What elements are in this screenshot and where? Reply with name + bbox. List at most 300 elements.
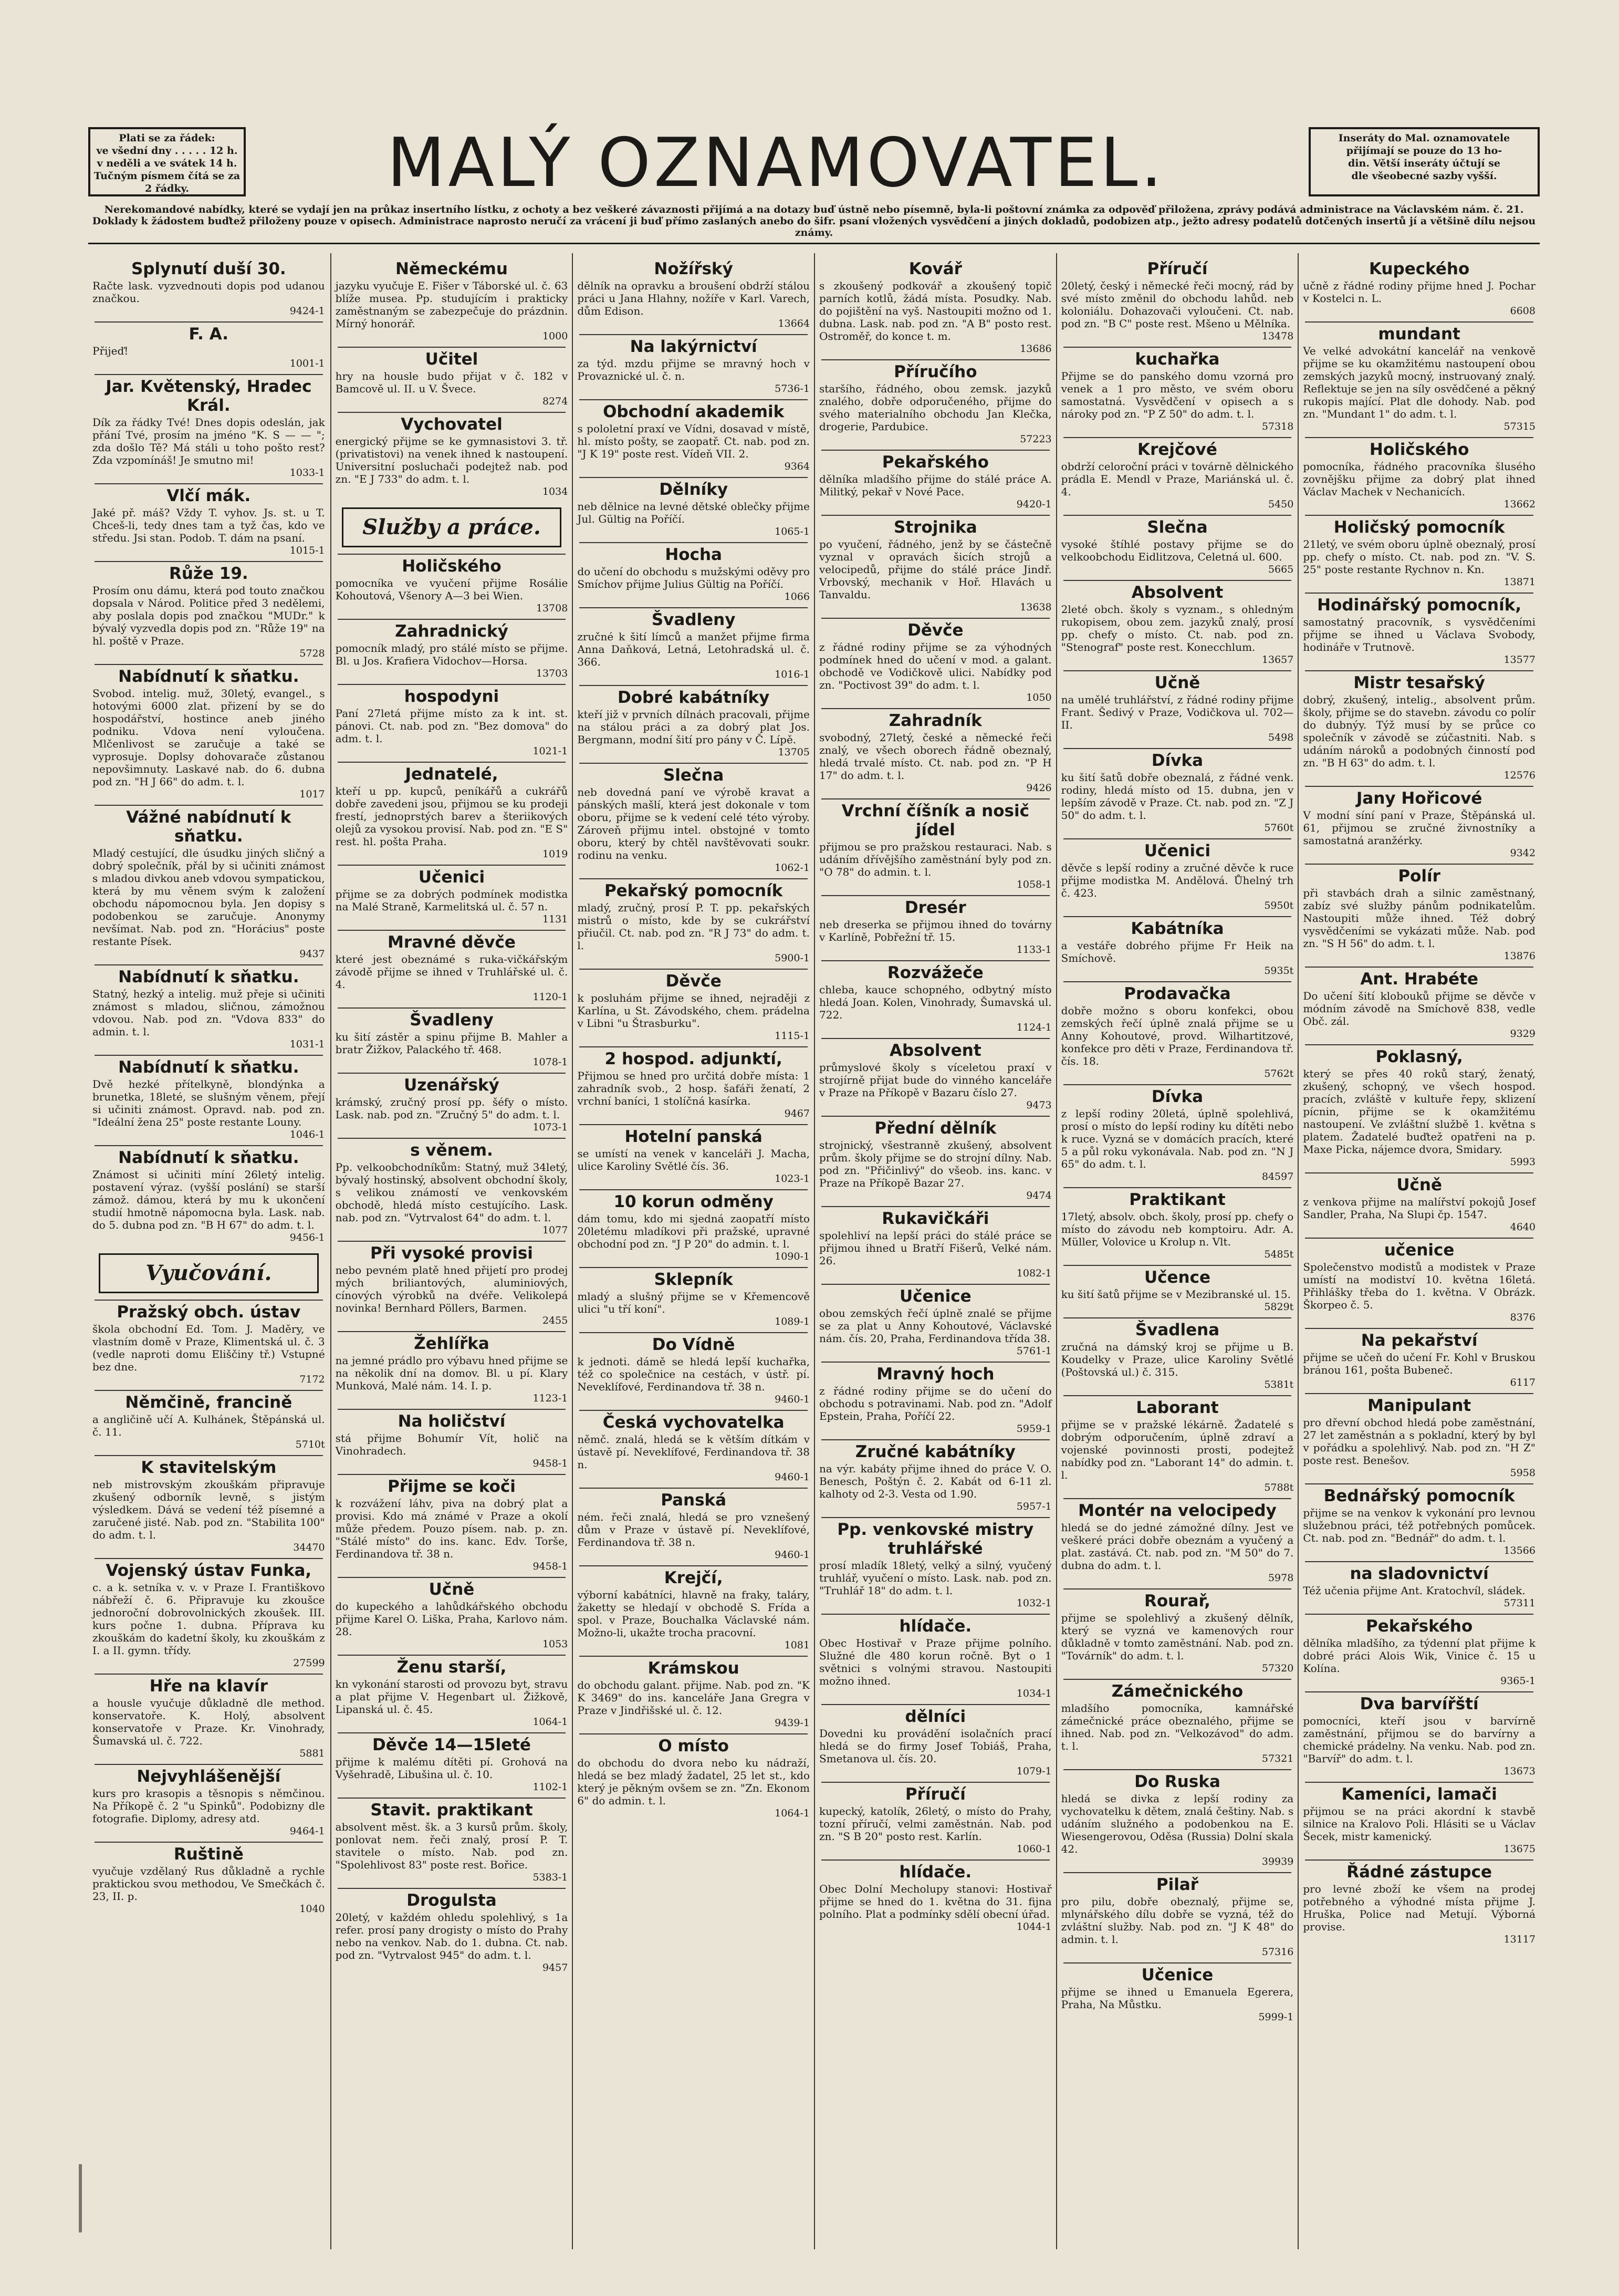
ad-reference-number: 1019 (542, 848, 568, 860)
classified-ad (577, 607, 810, 681)
classified-ad (577, 1332, 810, 1406)
classified-ad (1061, 1265, 1294, 1313)
classified-ad (336, 619, 568, 680)
ad-text: obou zemských řečí úplně znalé se přijme se za plat u Anny Kohoutové, Václavské nám. čís. 20, Praha, Ferdinandova třída 38. (819, 1307, 1052, 1345)
classified-ad (819, 618, 1052, 704)
ad-text: dělníka mladšího, za týdenní plat přijme k dobré práci Alois Wik, Vinice č. 15 u Kolína. (1303, 1637, 1536, 1675)
ad-reference-number: 5383-1 (532, 1872, 568, 1883)
ad-headline: Němčině, francině (95, 1390, 323, 1412)
classified-ad (819, 1362, 1052, 1435)
ad-reference-number: 5450 (1268, 498, 1294, 510)
ad-text: nebo pevném platě hned přijetí pro prodej mých briliantových, aluminiových, cínových výrobků na dvéře. Velikolepá novinka! Bernhard Pöllers, Barmen. (335, 1264, 568, 1314)
classified-ad (1061, 1679, 1294, 1765)
page-edge-mark (79, 2164, 82, 2232)
ad-headline: Holičského (1305, 437, 1533, 459)
ad-reference-number: 13657 (1261, 654, 1294, 666)
classified-ad (336, 554, 568, 615)
ad-text: ném. řeči znalá, hledá se pro vznešený dům v Praze v ústavě pí. Neveklífové, Ferdinandova tř. 38 n. (577, 1511, 810, 1549)
rate-line: Plati se za řádek: (119, 132, 215, 144)
ad-headline: Hře na klavír (95, 1674, 323, 1696)
ad-text: pomocníka ve vyučení přijme Rosálie Kohoutová, Všenory A—3 bei Wien. (335, 577, 568, 602)
ad-headline: Drogulsta (338, 1888, 566, 1910)
ad-reference-number: 1124-1 (1016, 1022, 1052, 1033)
classified-ad (1061, 580, 1294, 666)
classified-ad (1303, 1614, 1536, 1687)
ad-headline: Německému (395, 259, 508, 278)
classified-ad (1303, 967, 1536, 1040)
classified-ad (92, 257, 325, 317)
ad-headline: Rukavičkáři (821, 1206, 1050, 1228)
classified-ad (819, 960, 1052, 1034)
classified-ad (819, 798, 1052, 891)
ad-headline: Dělníky (579, 477, 808, 499)
classified-ad (577, 257, 810, 330)
ad-headline: Ant. Hrabéte (1305, 967, 1533, 989)
classified-ad (1303, 670, 1536, 782)
ad-reference-number: 57320 (1261, 1663, 1294, 1674)
classified-ad (1061, 838, 1294, 912)
ad-headline: Při vysoké provisi (338, 1241, 566, 1263)
ad-text: k jednoti. dámě se hledá lepší kuchařka, též co společnice na cestách, v ústř. pí. Neveklífové, Ferdinandova tř. 38 n. (577, 1355, 810, 1393)
newspaper-page (79, 121, 1549, 2253)
ad-headline: Mistr tesařský (1305, 670, 1533, 692)
ad-text: stá přijme Bohumír Vít, holič na Vinohradech. (335, 1432, 568, 1457)
ad-text: z venkova přijme na malířství pokojů Josef Sandler, Praha, Na Slupi čp. 1547. (1303, 1196, 1536, 1221)
ad-text: kn vykonání starosti od provozu byt, stravu a plat přijme V. Hegenbart ul. Žižkově, Lipanská ul. č. 45. (335, 1678, 568, 1716)
ad-headline: Pilař (1063, 1872, 1292, 1894)
ad-reference-number: 1015-1 (289, 545, 325, 556)
ad-text: Ve velké advokátní kancelář na venkově přijme se ku okamžitému nastoupení obou zemských jazyků mocný, instruovaný znalý. Reflektuje se jen na síly osvědčené a pěkný rukopis mající. Plat dle dohody. Nab. pod zn. "Mundant 1" do adm. t. l. (1303, 345, 1536, 420)
ad-headline: Jar. Květenský, Hradec Král. (95, 374, 323, 415)
classified-ad (577, 1488, 810, 1561)
ad-reference-number: 1077 (542, 1224, 568, 1236)
ad-headline: učenice (1305, 1238, 1533, 1260)
ad-text: a angličině učí A. Kulhánek, Štěpánská ul. č. 11. (92, 1413, 325, 1438)
ad-headline: Učně (1305, 1172, 1533, 1194)
ad-text: pomocník mladý, pro stálé místo se přijme. Bl. u Jos. Krafiera Vidochov—Horsa. (335, 642, 568, 667)
ad-text: dobře možno s oboru konfekci, obou zemských řečí úplně znalá přijme se u Anny Kohoutové, provd. Wilhartitzové, konfekce pro děti v Praze, Ferdinandova tř. čís. 18. (1061, 1004, 1294, 1067)
classified-ad (336, 1732, 568, 1793)
ad-headline: Sklepník (579, 1267, 808, 1289)
ad-headline: Montér na velocipedy (1063, 1498, 1292, 1520)
ad-reference-number: 9458-1 (532, 1561, 568, 1572)
classified-ad (1061, 1962, 1294, 2023)
deadline-line: přijímají se pouze do 13 ho- (1346, 145, 1502, 157)
ad-reference-number: 5881 (299, 1748, 325, 1759)
ad-headline: Laborant (1063, 1395, 1292, 1417)
classified-ad (336, 865, 568, 926)
ad-text: na umělé truhlářství, z řádné rodiny přijme Frant. Šedivý v Praze, Vodičkova ul. 702—II. (1061, 693, 1294, 731)
ad-column (88, 253, 329, 2249)
classified-ad (92, 1055, 325, 1141)
ad-reference-number: 13664 (778, 318, 810, 329)
ad-reference-number: 27599 (293, 1657, 325, 1669)
ad-reference-number: 13876 (1503, 950, 1536, 962)
ad-text: hry na housle budo přijat v č. 182 v Bamcově ul. II. u V. Švece. (335, 370, 568, 395)
ad-text: přijme k malému dítěti pí. Grohová na Vyšehradě, Libušina ul. č. 10. (335, 1755, 568, 1781)
classified-ad (577, 1656, 810, 1729)
classified-ad (336, 684, 568, 757)
classified-ad (819, 1704, 1052, 1778)
ad-headline: Nabídnutí k sňatku. (95, 664, 323, 686)
page-title: MALÝ OZNAMOVATEL. (387, 124, 1165, 202)
classified-ad (1303, 786, 1536, 859)
ad-text: z lepší rodiny 20letá, úplně spolehlivá, prosí o místo do lepší rodiny ku dítěti nebo k ruce. Vyzná se v domácích pracích, které 5 a půl roku vykonávala. Nab. pod zn. "N J 65" do adm. t. l. (1061, 1107, 1294, 1170)
ad-reference-number: 13705 (778, 746, 810, 758)
classified-ad (336, 762, 568, 860)
ad-text: k rozvážení láhv, piva na dobrý plat a provisi. Kdo má známé v Praze a okolí může předem. Pouzo písem. nab. p. zn. "Stálé místo" do ins. kanc. Edv. Torše, Ferdinandova tř. 38 n. (335, 1497, 568, 1560)
classified-ad (92, 1674, 325, 1760)
classified-ad (819, 1038, 1052, 1111)
ad-headline: Přijme se koči (338, 1474, 566, 1496)
ad-text: 20letý, v každém ohledu spolehlivý, s 1a refer. prosí pany drogisty o místo do Prahy nebo na venkov. Nab. do 1. dubna. Ct. nab. pod zn. "Vytrvalost 945" do adm. t. l. (335, 1911, 568, 1961)
ad-headline: Mravné děvče (338, 930, 566, 952)
ad-text: V modní síní paní v Praze, Štěpánská ul. 61, přijmou se zručné živnostníky a samostatná aranžérky. (1303, 809, 1536, 847)
ad-reference-number: 9364 (784, 461, 810, 472)
ad-reference-number: 2455 (542, 1315, 568, 1326)
ad-reference-number: 13686 (1020, 343, 1052, 355)
ad-reference-number: 5993 (1510, 1156, 1536, 1168)
ad-headline: Vážné nabídnutí k sňatku. (95, 805, 323, 846)
ad-reference-number: 1064-1 (775, 1807, 810, 1819)
ad-headline: Praktikant (1063, 1187, 1292, 1209)
ad-text: samostatný pracovník, s vysvědčeními přijme se ihned u Václava Svobody, hodináře v Trutnově. (1303, 616, 1536, 653)
ad-text: neb dreserka se přijmou ihned do továrny v Karlíně, Pobřežní tř. 15. (819, 918, 1052, 943)
ad-text: c. a k. setníka v. v. v Praze I. Františkovo nábřeží č. 6. Připravuje ku zkoušce jednoroční dobrovolnických zkoušek. III. kurs počne 1. dubna. Příprava ku zkouškám do kadetní školy, ku zkouškám z I. a II. gymn. třídy. (92, 1581, 325, 1657)
ad-text: Známost si učiniti míní 26letý intelig. postavení výraz. (vyšší poslání) se starší zámož. dámou, která by mu k ukončení studií hmotně nápomocna byla. Lask. nab. do 5. dubna pod zn. "B H 67" do adm. t. l. (92, 1168, 325, 1231)
classified-ad (336, 412, 568, 498)
ad-text: kteří již v prvních dílnách pracovali, přijme na stálou práci a za dobrý plat Jos. Bergmann, modní šití pro pány v Č. Lípě. (577, 708, 810, 746)
ad-text: přijme se v pražské lékárně. Žadatelé s dobrým odporučením, úplně zdraví a vojenské povinnosti prosti, podejtež nabídky pod zn. "Laborant 14" do admin. t. l. (1061, 1418, 1294, 1481)
ad-headline: Jany Hořicové (1305, 786, 1533, 808)
ad-text: Dík za řádky Tvé! Dnes dopis odeslán, jak přání Tvé, prosím na jméno "K. S — — "; zda došlo Tě? Má stáli u toho pošto rest? Zda vzpomínáš! Je smutno mi! (92, 416, 325, 466)
ad-reference-number: 7172 (299, 1374, 325, 1385)
ad-headline: Rourař, (1063, 1588, 1292, 1611)
ad-text: kteří u pp. kupců, peníkářů a cukrářů dobře zavedeni jsou, přijmou se ku prodeji frestí, jednoprstých barev a šteriikových olejů za vysokou provisí. Nab. pod zn. "E S" rest. hl. pošta Praha. (335, 785, 568, 848)
ad-text: přijme se ihned u Emanuela Egerera, Praha, Na Můstku. (1061, 1986, 1294, 2011)
ad-text: který se přes 40 roků starý, ženatý, zkušený, schopný, ve všech hospod. pracích, zvláště v kultuře řepy, sklizení pícnin, přijme se k okamžitému nastoupení. Ve zvláštní službě 1. května s platem. Žadatelé buďtež opatřeni na p. Maxe Picka, nájemce dvora, Smidary. (1303, 1067, 1536, 1156)
ad-headline: Kupeckého (1369, 259, 1470, 278)
ad-reference-number: 1033-1 (289, 467, 325, 479)
ad-headline: Slečna (1063, 515, 1292, 537)
ad-text: dám tomu, kdo mi sjedná zaopatří místo 20letému mladíkovi při pražské, upravné obchodní pod zn. "J P 20" do admin. t. l. (577, 1212, 810, 1250)
ad-text: přijme se za dobrých podmínek modistka na Malé Straně, Karmelitská ul. č. 57 n. (335, 888, 568, 913)
ad-text: učně z řádné rodiny přijme hned J. Pochar v Kostelci n. L. (1303, 279, 1536, 305)
ad-headline: F. A. (95, 321, 323, 344)
ad-text: svobodný, 27letý, české a německé řeči znalý, ve všech oborech řádně obeznalý, hledá trvalé místo. Ct. nab. pod zn. "P H 17" do adm. t. l. (819, 731, 1052, 782)
ad-text: kurs pro krasopis a těsnopis s němčinou. Na Příkopě č. 2 "u Spinků". Podobizny dle fotografie. Diplomy, adresy atd. (92, 1787, 325, 1825)
ad-text: němč. znalá, hledá se k větším dítkám v ústavě pí. Neveklífové, Ferdinandova tř. 38 n. (577, 1433, 810, 1471)
ad-reference-number: 4640 (1510, 1221, 1536, 1233)
ad-headline: Vychovatel (338, 412, 566, 434)
section-heading-teaching: Vyučování. (99, 1253, 319, 1293)
ad-headline: 10 korun odměny (579, 1189, 808, 1211)
ad-reference-number: 9342 (1510, 847, 1536, 859)
classified-ad (577, 1733, 810, 1820)
administration-notice: Nerekomandové nabídky, které se vydají jen na průkaz insertního lístku, z ochoty a bez veškeré závaznosti přijímá a na dotazy buď ústně nebo písemně, byla-li poštovní známka za odpověď přiložena, zprávy podává administrace na Václavském nám. č. 21. Doklady k žádostem buďtež přiloženy pouze v opisech. Administrace naprosto neručí za vrácení ji buď přímo zaslaných anebo do šifr. psaní vložených vysvědčení a jiných dokladů, podobizen atp., ježto adresy podatelů dotčených insertů jí a většině dílu nejsou známy. (88, 204, 1540, 244)
classified-ad (92, 374, 325, 479)
classified-ad (577, 1410, 810, 1483)
ad-text: Prosím onu dámu, která pod touto značkou dopsala v Národ. Politice před 3 nedělemi, aby poslala dopis pod značkou "MUDr." k bývalý vyzvedla dopis pod zn. "Růže 19" na hl. poště v Praze. (92, 584, 325, 647)
ad-headline: Příručí (1147, 259, 1208, 278)
ad-text: Račte lask. vyzvednouti dopis pod udanou značkou. (92, 279, 325, 305)
ad-text: pro pilu, dobře obeznalý, přijme se, mlynářského dílu dobře se vyzná, též do zvláštní služby. Nab. pod zn. "J K 48" do admin. t. l. (1061, 1895, 1294, 1946)
ad-text: ku šití šatů přijme se v Mezibranské ul. 15. (1061, 1288, 1291, 1301)
ad-reference-number: 5728 (299, 648, 325, 659)
ad-reference-number: 5829t (1264, 1301, 1294, 1313)
ad-text: kupecký, katolík, 26letý, o místo do Prahy, tozní příručí, velmi zaměstnán. Nab. pod zn. "S B 20" posto rest. Karlín. (819, 1805, 1052, 1843)
ad-headline: Učenice (1063, 1962, 1292, 1985)
classified-ad (1061, 1498, 1294, 1584)
ad-reference-number: 1102-1 (532, 1781, 568, 1793)
ad-reference-number: 1079-1 (1016, 1765, 1052, 1777)
ad-columns (88, 253, 1540, 2249)
ad-headline: Pražský obch. ústav (95, 1300, 323, 1322)
ad-reference-number: 5760t (1264, 822, 1294, 834)
ad-headline: Nabídnutí k sňatku. (95, 1145, 323, 1167)
classified-ad (577, 1046, 810, 1120)
ad-text: strojnický, všestranně zkušený, absolvent prům. školy přijme se do strojní dílny. Nab. pod zn. "Přičinlivý" do všeob. ins. kanc. v Praze na Příkopě Bazar 27. (819, 1139, 1052, 1189)
ad-text: Přijme se do panského domu vzorná pro venek a 1 pro město, ve svém oboru samostatná. Vysvědčení v opisech a s nároky pod zn. "P Z 50" do adm. t. l. (1061, 370, 1294, 420)
ad-headline: Učně (338, 1577, 566, 1599)
classified-ad (577, 1124, 810, 1185)
ad-headline: Pp. venkovské mistry truhlářské (821, 1517, 1050, 1558)
classified-ad (92, 664, 325, 801)
ad-headline: Krejčové (1063, 437, 1292, 459)
ad-text: Přijmou se hned pro určitá dobře místa: 1 zahradník svob., 2 hosp. šafáři ženatí, 2 vrchní baníci, 1 stolíčná kasírka. (577, 1069, 810, 1107)
ad-reference-number: 9439-1 (775, 1717, 810, 1729)
ad-headline: Vrchní číšník a nosič jídel (821, 798, 1050, 839)
classified-ad (1303, 593, 1536, 666)
ad-headline: Učence (1063, 1265, 1292, 1287)
ad-reference-number: 1031-1 (289, 1038, 325, 1050)
ad-reference-number: 9426 (1026, 782, 1052, 794)
ad-reference-number: 57315 (1503, 421, 1536, 432)
ad-text: Též učenia přijme Ant. Kratochvíl, sládek. (1303, 1584, 1526, 1597)
ad-headline: Švadleny (579, 607, 808, 629)
ad-text: spolehliví na lepší práci do stálé práce se přijmou ihned u Bratří Fišerů, Velké nám. 26. (819, 1229, 1052, 1267)
classified-ad (819, 1859, 1052, 1933)
classified-ad (577, 878, 810, 964)
ad-text: hledá se divka z lepší rodiny za vychovatelku k dětem, znalá češtiny. Nab. s udáním služného a podobenkou na E. Wiesengerovou, Oděsa (Russia) Dolní skala 42. (1061, 1792, 1294, 1855)
ad-reference-number: 1023-1 (775, 1173, 810, 1185)
ad-headline: Kameníci, lamači (1305, 1782, 1533, 1804)
classified-ad (577, 1189, 810, 1263)
ad-reference-number: 57321 (1261, 1753, 1294, 1764)
classified-ad (819, 708, 1052, 794)
ad-headline: Děvče (579, 969, 808, 991)
ad-headline: Holičský pomocník (1305, 515, 1533, 537)
ad-text: Pp. velkoobchodníkům: Statný, muž 34letý, bývalý hostinský, absolvent obchodní školy, s velikou známostí ve venkovském obchodě, hledá místo cestujícího. Lask. nab. pod zn. "Vytrvalost 64" do adm. t. l. (335, 1161, 568, 1224)
classified-ad (336, 1409, 568, 1470)
ad-reference-number: 5999-1 (1258, 2011, 1294, 2023)
deadline-line: din. Větší inseráty účtují se (1348, 158, 1500, 169)
classified-ad (1061, 515, 1294, 576)
classified-ad (1303, 1238, 1536, 1324)
ad-text: při stavbách drah a silnic zaměstnaný, zabíz své služby pánům podnikatelům. Nastoupiti může ihned. Též dobrý vysvědčeními se vykázati může. Nab. pod zn. "S H 56" do adm. t. l. (1303, 887, 1536, 950)
ad-text: vyučuje vzdělaný Rus důkladně a rychle praktickou svou methodou, Ve Smečkách č. 23, II. p. (92, 1865, 325, 1903)
ad-text: Obec Dolní Mecholupy stanovi: Hostivař přijme se hned do 1. května do 31. fijna polního. Plat a podmínky sdělí obecní úřad. (819, 1883, 1052, 1920)
ad-column (1298, 253, 1540, 2249)
ad-text: dělníka mladšího přijme do stálé práce A. Militký, pekař v Nové Pace. (819, 473, 1052, 498)
ad-headline: hlídače. (821, 1614, 1050, 1636)
ad-headline: Pekařského (821, 450, 1050, 472)
ad-text: vysoké štíhlé postavy přijme se do velkoobchodu Eidlitzova, Celetná ul. 600. (1061, 538, 1294, 563)
ad-reference-number: 13638 (1020, 601, 1052, 613)
ad-reference-number: 5978 (1268, 1572, 1294, 1584)
classified-ad (819, 257, 1052, 355)
rate-line: v neděli a ve svátek 14 h. (97, 158, 237, 169)
ad-text: 21letý, ve svém oboru úplně obeznalý, prosí pp. chefy o místo. Ct. nab. pod zn. "V. S. 25" poste restante Rychnov n. Kn. (1303, 538, 1536, 576)
classified-ad (92, 483, 325, 557)
ad-headline: kuchařka (1063, 347, 1292, 369)
ad-headline: K stavitelským (95, 1455, 323, 1477)
ad-headline: Prodavačka (1063, 981, 1292, 1003)
ad-headline: Jednatelé, (338, 762, 566, 784)
ad-headline: Do Ruska (1063, 1769, 1292, 1791)
ad-text: se umístí na venek v kanceláři J. Macha, ulice Karoliny Světlé čís. 36. (577, 1147, 810, 1172)
classified-ad (1061, 1872, 1294, 1958)
classified-ad (1303, 1393, 1536, 1479)
classified-ad (92, 321, 325, 370)
ad-reference-number: 13117 (1503, 1934, 1536, 1945)
ad-column (572, 253, 814, 2249)
ad-text: průmyslové školy s víceletou praxí v strojírně přijat bude do vinného kanceláře v Praze na Příkopě v Bazaru číslo 27. (819, 1061, 1052, 1099)
ad-headline: 2 hospod. adjunktí, (579, 1046, 808, 1068)
ad-headline: Slečna (579, 763, 808, 785)
ad-headline: Vojenský ústav Funka, (95, 1558, 323, 1580)
classified-ad (336, 347, 568, 408)
classified-ad (577, 969, 810, 1042)
ad-headline: Kovář (908, 259, 962, 278)
ad-reference-number: 9329 (1510, 1028, 1536, 1040)
ad-reference-number: 1115-1 (775, 1030, 810, 1042)
ad-reference-number: 1034-1 (1016, 1688, 1052, 1699)
ad-reference-number: 5665 (1268, 564, 1294, 575)
ad-text: 17letý, absolv. obch. školy, prosí pp. chefy o místo do závodu neb komptoiru. Adr. A. Müller, Volovice u Krolup n. Vlt. (1061, 1210, 1294, 1248)
classified-ad (336, 1655, 568, 1728)
ad-reference-number: 1090-1 (775, 1251, 810, 1262)
ad-text: přijme se spolehlivý a zkušený dělník, který se vyzná ve kamenových rour důkladně v tomto zaměstnání. Nab. pod zn. "Továrník" do adm. t. l. (1061, 1612, 1294, 1662)
ad-headline: Na lakýrnictví (579, 334, 808, 356)
ad-headline: O místo (579, 1733, 808, 1755)
ad-text: děvče s lepší rodiny a zručné děvče k ruce přijme modistka M. Andělová. Ůhelný trh č. 423. (1061, 861, 1294, 899)
ad-reference-number: 8376 (1510, 1312, 1536, 1323)
ad-text: z řádné rodiny přijme se za výhodných podmínek hned do učení v mod. a galant. obchodě ve Vodičkově ulici. Nabídky pod zn. "Poctivost 39" do adm. t. l. (819, 641, 1052, 691)
ad-reference-number: 5959-1 (1016, 1423, 1052, 1435)
ad-reference-number: 1062-1 (775, 862, 810, 874)
ad-text: krámský, zručný prosí pp. šéfy o místo. Lask. nab. pod zn. "Zručný 5" do adm. t. l. (335, 1096, 568, 1121)
ad-headline: Absolvent (821, 1038, 1050, 1060)
ad-text: Mladý cestující, dle úsudku jiných sličný a dobrý společník, přál by si učiniti známost s mladou divkou aneb vdovou sympatickou, která by mu věnem svým k založení obchodu nápomocnou byla. Jen dopisy s podobenkou se zaručuje. Anonymy nevšímat. Nab. pod zn. "Horácius" poste restante Písek. (92, 847, 325, 948)
classified-ad (336, 1073, 568, 1134)
ad-reference-number: 13673 (1503, 1765, 1536, 1777)
classified-ad (336, 1474, 568, 1573)
classified-ad (336, 930, 568, 1003)
ad-headline: Nejvyhlášenější (95, 1764, 323, 1786)
classified-ad (336, 1798, 568, 1884)
classified-ad (577, 399, 810, 473)
classified-ad (92, 1455, 325, 1554)
ad-headline: Dobré kabátníky (579, 685, 808, 707)
ad-text: obdrží celoroční práci v továrně dělnického prádla E. Mendl v Praze, Mariánská ul. č. 4. (1061, 460, 1294, 498)
classified-ad (577, 1267, 810, 1328)
classified-ad (577, 477, 810, 538)
ad-reference-number: 1044-1 (1016, 1921, 1052, 1933)
classified-ad (577, 685, 810, 759)
ad-headline: Hotelní panská (579, 1124, 808, 1146)
ad-text: přijme se učeň do učení Fr. Kohl v Bruskou bránou 161, pošta Bubeneč. (1303, 1351, 1536, 1376)
ad-text: mladý, zručný, prosí P. T. pp. pekařských mistrů o místo, kde by se cukrářství přiučil. Ct. nab. pod zn. "R J 73" do adm. t. l. (577, 901, 810, 952)
ad-headline: Učenici (1063, 838, 1292, 860)
ad-reference-number: 1017 (299, 788, 325, 800)
ad-reference-number: 1131 (542, 913, 568, 925)
ad-text: zručné k šití límců a manžet přijme firma Anna Daňková, Letná, Letohradská ul. č. 366. (577, 630, 810, 668)
ad-text: Do učení šití klobouků přijme se děvče v módním závodě na Smíchově 838, vedle Obč. zál. (1303, 990, 1536, 1027)
ad-reference-number: 9437 (299, 948, 325, 960)
ad-text: neb mistrovským zkouškám připravuje zkušený odborník levně, s jistým výsledkem. Dává se vedení též písemné a zaručené jisté. Nab. pod zn. "Stabilita 100" do adm. t. l. (92, 1478, 325, 1541)
ad-headline: Ženu starší, (338, 1655, 566, 1677)
ad-text: přijme se na venkov k vykonání pro levnou služebnou práci, též potřebných pomůcek. Ct. nab. pod zn. "Bednář" do adm. t. l. (1303, 1507, 1536, 1544)
ad-reference-number: 1066 (784, 591, 810, 602)
ad-headline: Děvče (821, 618, 1050, 640)
classified-ad (1303, 437, 1536, 511)
classified-ad (819, 1206, 1052, 1280)
ad-reference-number: 57311 (1503, 1597, 1536, 1609)
ad-headline: hospodyni (338, 684, 566, 706)
classified-ad (1303, 1044, 1536, 1168)
classified-ad (819, 515, 1052, 614)
ad-text: z řádné rodiny přijme se do učení do obchodu s potravinami. Nab. pod zn. "Adolf Epstein, Praha, Poříčí 22. (819, 1385, 1052, 1422)
classified-ad (92, 1764, 325, 1837)
ad-reference-number: 1040 (299, 1903, 325, 1915)
ad-reference-number: 13662 (1503, 498, 1536, 510)
classified-ad (92, 1842, 325, 1915)
ad-reference-number: 1064-1 (532, 1716, 568, 1728)
ad-reference-number: 5935t (1264, 965, 1294, 976)
ad-headline: Přední dělník (821, 1116, 1050, 1138)
classified-ad (336, 1331, 568, 1405)
ad-text: dobrý, zkušený, intelig., absolvent prům. školy, přijme se do stavebn. závodu co polír do dubnýy. Týž musí by se průce co společník v závodě se zúčastniti. Nab. s udáním nároků a podobných činností pod zn. "B H 63" do adm. t. l. (1303, 693, 1536, 769)
ad-reference-number: 5950t (1264, 900, 1294, 911)
ad-reference-number: 9365-1 (1500, 1675, 1536, 1687)
ad-headline: Rozvážeče (821, 960, 1050, 982)
ad-headline: Zahradník (821, 708, 1050, 730)
classified-ad (1061, 347, 1294, 433)
classified-ad (1061, 1769, 1294, 1868)
ad-headline: Učenici (338, 865, 566, 887)
ad-reference-number: 9460-1 (775, 1549, 810, 1561)
ad-headline: Řádné zástupce (1305, 1859, 1533, 1882)
ad-text: s pololetní praxí ve Vídni, dosavad v místě, hl. místo pošty, se zaopatř. Ct. nab. pod zn. "J K 19" poste rest. Vídeň VII. 2. (577, 422, 810, 460)
ad-headline: Švadleny (338, 1007, 566, 1030)
ad-reference-number: 1001-1 (289, 358, 325, 369)
ad-headline: Dívka (1063, 1084, 1292, 1106)
ad-headline: Česká vychovatelka (579, 1410, 808, 1432)
ad-text: Svobod. intelig. muž, 30letý, evangel., s hotovými 6000 zlat. přizení by se do hospodářství, hostince aneb jiného podniku. Vdova není vyloučena. Mlčenlivost se zaručuje a také se vyprosuje. Doplsy dohovarače zůstanou nepovšimnuty. Laskavé nab. do 6. dubna pod zn. "H J 66" do adm. t. l. (92, 687, 325, 788)
ad-headline: Učenice (821, 1284, 1050, 1306)
classified-ad (92, 964, 325, 1051)
ad-headline: Pekařského (1305, 1614, 1533, 1636)
classified-ad (1061, 1187, 1294, 1261)
ad-reference-number: 9424-1 (289, 305, 325, 317)
ad-reference-number: 1034 (542, 486, 568, 497)
ad-reference-number: 1073-1 (532, 1121, 568, 1133)
ad-headline: mundant (1305, 321, 1533, 344)
ad-headline: Kabátníka (1063, 916, 1292, 938)
ad-text: energický přijme se ke gymnasistovi 3. tř. (privatistovi) na venek ihned k nastoupení. Universitní posluchači podejtež nab. pod zn. "E J 733" do adm. t. l. (335, 435, 568, 485)
ad-reference-number: 1078-1 (532, 1056, 568, 1068)
